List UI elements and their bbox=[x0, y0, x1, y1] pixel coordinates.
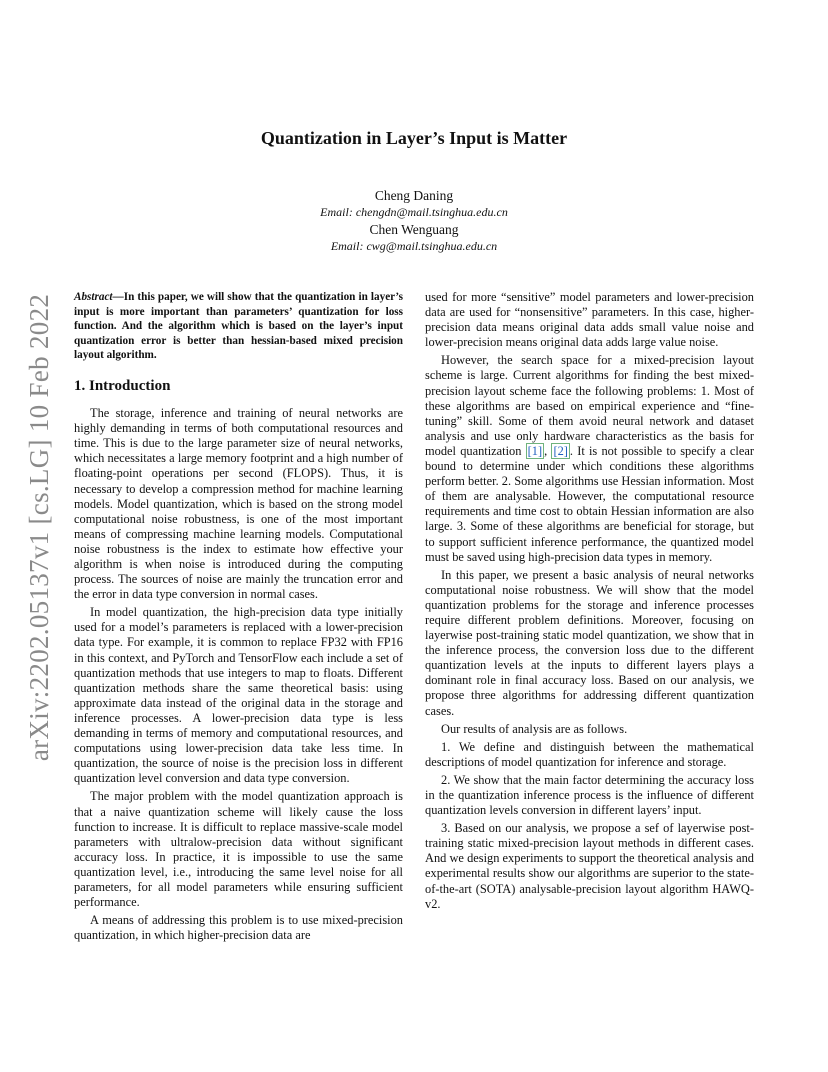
author-name: Cheng Daning bbox=[374, 188, 454, 203]
paragraph: 2. We show that the main factor determining the accuracy loss in the quantization inference process is the influence of different quantization levels conversion in different layers’ input. bbox=[425, 772, 754, 818]
author-email: Email: chengdn@mail.tsinghua.edu.cn bbox=[320, 205, 508, 219]
paragraph: The storage, inference and training of neural networks are highly demanding in terms of both computational resources and time. This is due to the large parameter size of neural networks, which necessitates a large memory footprint and a high number of floating-point operations per second (FLOPS). Thus, it is necessary to develop a compression method for machine learning models. Model quantization, which is based on the strong model computational noise robustness, is one of the most important means of compressing machine learning models. Computational noise robustness is the index to estimate how effective your algorithm is when noise is introduced during the computing process. The sources of noise are mainly the truncation error and the error in data type conversion in normal cases. bbox=[74, 406, 403, 602]
author-name: Chen Wenguang bbox=[369, 222, 459, 237]
citation-separator: , bbox=[544, 443, 552, 458]
abstract-text: —In this paper, we will show that the quantization in layer’s input is more important than parameters’ quantization for loss function. And the algorithm which is based on the layer’s input quantization error is better than hessian-based mixed precision layout algorithm. bbox=[74, 291, 403, 362]
paper-title: Quantization in Layer’s Input is Matter bbox=[260, 128, 568, 148]
right-column bbox=[425, 290, 754, 915]
citation-link[interactable]: [1] bbox=[527, 443, 543, 458]
citation-link[interactable]: [2] bbox=[553, 443, 568, 458]
paragraph: In model quantization, the high-precision data type initially used for a model’s parameters is replaced with a lower-precision data type. For example, it is common to replace FP32 with FP16 in this context, and PyTorch and TensorFlow each include a set of quantization methods that use integers to map to floats. Different quantization methods share the same theoretical basis: using approximate data instead of the original data in the storage and inference processes. A lower-precision data type is less demanding in terms of memory and computational resources, and computations using lower-precision data take less time. In quantization, the source of noise is the precision loss in different quantization level conversion and data type conversion. bbox=[74, 605, 403, 786]
paragraph: The major problem with the model quantization approach is that a naive quantization scheme will likely cause the loss function to increase. It is difficult to replace massive-scale model parameters with ultralow-precision data without significant accuracy loss. In practice, it is impossible to use the same quantization level, i.e., introducing the same level noise for all parameters, for all model parameters while ensuring sufficient performance. bbox=[74, 789, 403, 910]
author-block bbox=[74, 187, 754, 255]
author-email: Email: cwg@mail.tsinghua.edu.cn bbox=[330, 239, 498, 253]
paragraph: A means of addressing this problem is to use mixed-precision quantization, in which higher-precision data are bbox=[74, 913, 403, 943]
abstract bbox=[74, 290, 403, 363]
arxiv-stamp bbox=[18, 292, 62, 762]
section-heading: 1. Introduction bbox=[74, 377, 171, 394]
paragraph: 3. Based on our analysis, we propose a sef of layerwise post-training static mixed-precision layout methods in different cases. And we design experiments to support the theoretical analysis and experimental results show our algorithms are superior to the state-of-the-art (SOTA) analysable-precision layout algorithm HAWQ-v2. bbox=[425, 821, 754, 911]
paragraph: 1. We define and distinguish between the mathematical descriptions of model quantization for inference and storage. bbox=[425, 739, 754, 769]
paragraph-text: However, the search space for a mixed-precision layout scheme is large. Current algorithms for finding the best mixed-precision layout scheme face the following problems: 1. Most of these algorithms are based on empirical experience and “fine-tuning” skill. Some of them avoid neural network and dataset analysis and use only hardware characteristics as the basis for model quantization bbox=[425, 353, 754, 458]
paragraph bbox=[425, 353, 754, 564]
paragraph-text: . It is not possible to specify a clear bound to determine under which conditions these algorithms perform better. 2. Some algorithms use Hessian information. Most of them are analysable. However, the computational resource requirements and time cost to obtain Hessian information are also large. 3. Some of these algorithms are beneficial for storage, but to support sufficient inference performance, the quantized model must be saved using high-precision data types in memory. bbox=[425, 443, 754, 564]
paragraph: In this paper, we present a basic analysis of neural networks computational noise robustness. We will show that the model quantization problems for the storage and inference processes require different problem definitions. Moreover, focusing on layerwise post-training static model quantization, we show that in the inference process, the conversion loss due to the different quantization levels at the inputs to different layers plays a dominant role in final accuracy loss. Based on our analysis, we propose three algorithms for addressing different quantization cases. bbox=[425, 567, 754, 718]
arxiv-stamp-text: arXiv:2202.05137v1 [cs.LG] 10 Feb 2022 bbox=[24, 293, 55, 761]
paragraph: used for more “sensitive” model parameters and lower-precision data are used for “nonsensitive” parameters. In this case, higher-precision data means original data adds small value noise and lower-precision means original data adds large value noise. bbox=[425, 290, 754, 350]
abstract-label: Abstract bbox=[74, 291, 113, 303]
left-column bbox=[74, 290, 403, 946]
paragraph: Our results of analysis are as follows. bbox=[441, 721, 628, 736]
